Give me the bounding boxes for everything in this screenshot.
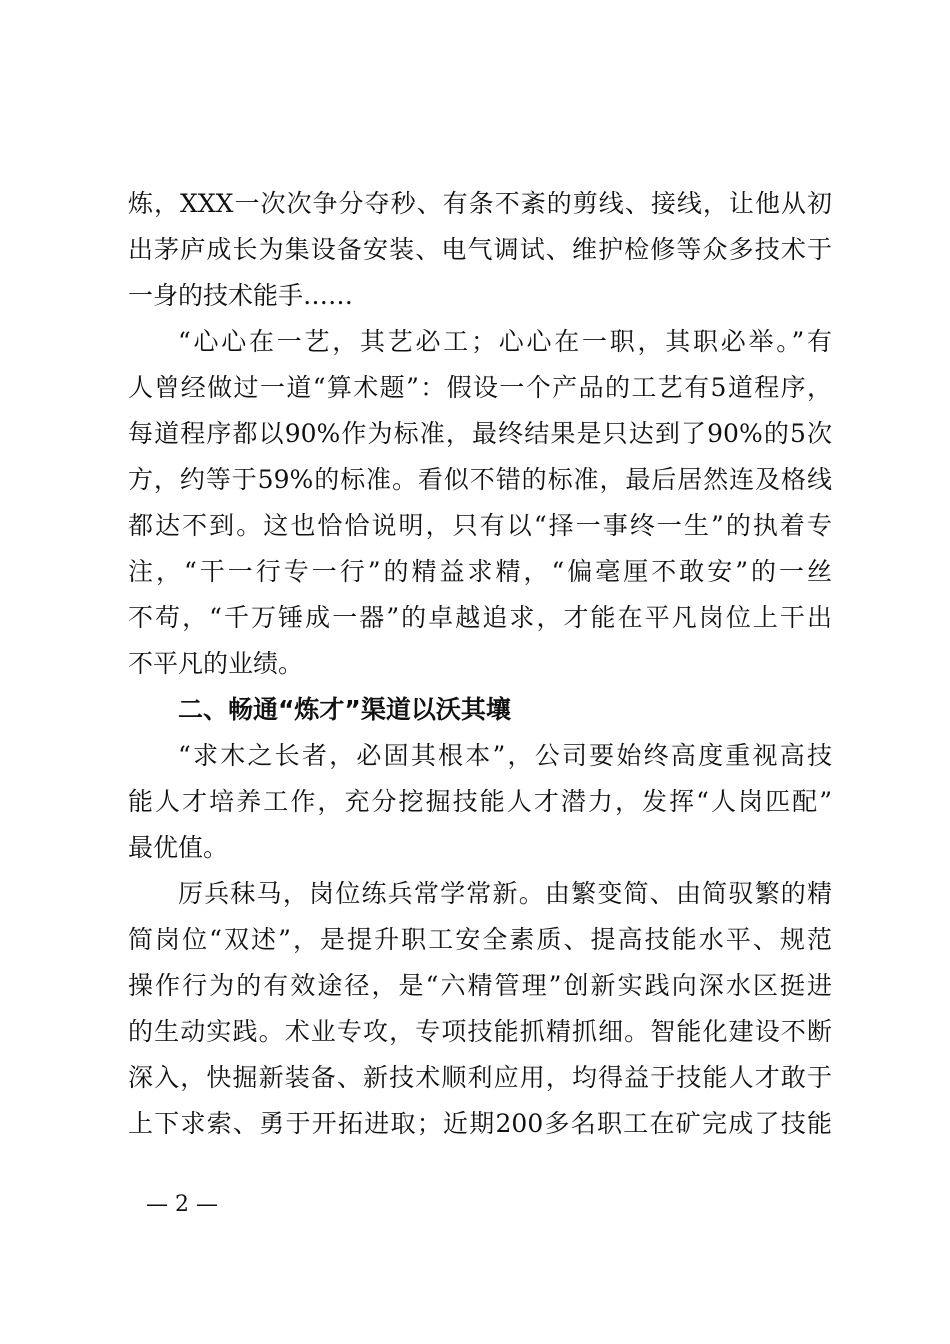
paragraph-line: 操作行为的有效途径，是“六精管理”创新实践向深水区挺进 bbox=[128, 971, 832, 1000]
paragraph-line: “求木之长者，必固其根本”，公司要始终高度重视高技 bbox=[178, 741, 832, 770]
paragraph-line: 深入，快掘新装备、新技术顺利应用，均得益于技能人才敢于 bbox=[128, 1063, 832, 1092]
paragraph-line: 厉兵秣马，岗位练兵常学常新。由繁变简、由简驭繁的精 bbox=[178, 879, 832, 908]
paragraph-line: 的生动实践。术业专攻，专项技能抓精抓细。智能化建设不断 bbox=[128, 1017, 832, 1046]
paragraph-line: 不平凡的业绩。 bbox=[128, 649, 304, 678]
paragraph-line: 每道程序都以90%作为标准，最终结果是只达到了90%的5次 bbox=[128, 419, 832, 448]
paragraph-line: 简岗位“双述”，是提升职工安全素质、提高技能水平、规范 bbox=[128, 925, 832, 954]
paragraph-line: 方，约等于59%的标准。看似不错的标准，最后居然连及格线 bbox=[128, 465, 832, 494]
paragraph-line: 炼，XXX一次次争分夺秒、有条不紊的剪线、接线，让他从初 bbox=[128, 189, 832, 218]
section-heading: 二、畅通“炼才”渠道以沃其壤 bbox=[178, 695, 511, 724]
paragraph-line: 最优值。 bbox=[128, 833, 229, 862]
page-number: — 2 — bbox=[146, 1192, 218, 1217]
paragraph-line: “心心在一艺，其艺必工；心心在一职，其职必举。”有 bbox=[178, 327, 832, 356]
paragraph-line: 人曾经做过一道“算术题”：假设一个产品的工艺有5道程序， bbox=[128, 373, 832, 402]
paragraph-line: 都达不到。这也恰恰说明，只有以“择一事终一生”的执着专 bbox=[128, 511, 832, 540]
paragraph-line: 出茅庐成长为集设备安装、电气调试、维护检修等众多技术于 bbox=[128, 235, 832, 264]
paragraph-line: 注，“干一行专一行”的精益求精，“偏毫厘不敢安”的一丝 bbox=[128, 557, 832, 586]
paragraph-line: 能人才培养工作，充分挖掘技能人才潜力，发挥“人岗匹配” bbox=[128, 787, 832, 816]
paragraph-line: 上下求索、勇于开拓进取；近期200多名职工在矿完成了技能 bbox=[128, 1109, 832, 1138]
paragraph-line: 不苟，“千万锤成一器”的卓越追求，才能在平凡岗位上干出 bbox=[128, 603, 832, 632]
paragraph-line: 一身的技术能手…… bbox=[128, 281, 354, 310]
